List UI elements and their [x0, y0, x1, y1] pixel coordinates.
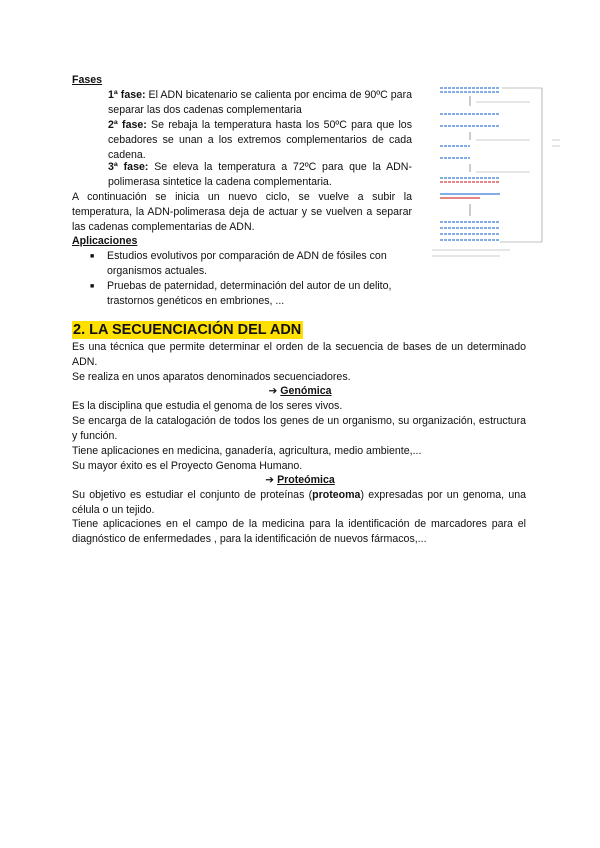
aplicacion-item: Estudios evolutivos por comparación de ADN de fósiles con organismos actuales.: [107, 250, 387, 277]
arrow-icon: ➔: [268, 385, 278, 397]
proteomica-text-a: Su objetivo es estudiar el conjunto de proteínas (: [72, 489, 313, 501]
fase-3-label: 3ª fase:: [108, 161, 149, 173]
pcr-annotations: [432, 102, 560, 256]
genomica-heading: [0, 384, 600, 399]
proteomica-paragraph-2: Tiene aplicaciones en el campo de la medicina para la identificación de marcadores para el diagnóstico de enfermedades , para la identificación de nuevos fármacos,...: [72, 518, 526, 545]
fases-continuation: A continuación se inicia un nuevo ciclo, se vuelve a subir la temperatura, la ADN-polimerasa deja de actuar y se vuelven a separar las cadenas complementarias de ADN.: [72, 191, 412, 233]
genomica-paragraph-2: Se encarga de la catalogación de todos los genes de un organismo, su organización, estructura y función.: [72, 415, 526, 442]
proteomica-paragraph-1: [72, 488, 526, 518]
fase-1-label: 1ª fase:: [108, 89, 146, 101]
genomica-paragraph-1: Es la disciplina que estudia el genoma de los seres vivos.: [72, 400, 343, 412]
fase-2-label: 2ª fase:: [108, 119, 147, 131]
fase-3: [108, 160, 412, 190]
genomica-paragraph-3: Tiene aplicaciones en medicina, ganadería, agricultura, medio ambiente,...: [72, 445, 422, 457]
proteomica-heading: [0, 473, 600, 488]
aplicaciones-title: Aplicaciones: [72, 235, 138, 247]
bullet-icon: ■: [90, 253, 95, 260]
secuenciacion-paragraph-1: Es una técnica que permite determinar el orden de la secuencia de bases de un determinado ADN.: [72, 341, 526, 368]
fase-1-text: El ADN bicatenario se calienta por encima de 90ºC para separar las dos cadenas complementaria: [108, 89, 412, 116]
bullet-icon: ■: [90, 283, 95, 290]
pcr-strands: [440, 88, 542, 242]
fase-2: [108, 118, 412, 163]
proteoma-term: proteoma: [312, 489, 361, 501]
fase-3-text: Se eleva la temperatura a 72ºC para que la ADN-polimerasa sintetice la cadena complementaria.: [108, 161, 412, 188]
aplicacion-item: Pruebas de paternidad, determinación del autor de un delito, trastornos genéticos en embriones, ...: [107, 280, 392, 307]
arrow-icon: ➔: [265, 474, 275, 486]
genomica-title: Genómica: [280, 385, 332, 397]
fase-2-text: Se rebaja la temperatura hasta los 50ºC para que los cebadores se unan a los extremos complementarios de cada cadena.: [108, 119, 412, 161]
proteomica-text-b: ) expresadas por un genoma, una célula o un tejido.: [72, 489, 526, 516]
fase-1: [108, 88, 412, 118]
genomica-paragraph-4: Su mayor éxito es el Proyecto Genoma Humano.: [72, 460, 303, 472]
secuenciacion-paragraph-2: Se realiza en unos aparatos denominados secuenciadores.: [72, 371, 351, 383]
fases-title: Fases: [72, 74, 103, 86]
section-heading: 2. LA SECUENCIACIÓN DEL ADN: [73, 322, 302, 338]
pcr-diagram: [430, 80, 560, 260]
proteomica-title: Proteómica: [277, 474, 335, 486]
